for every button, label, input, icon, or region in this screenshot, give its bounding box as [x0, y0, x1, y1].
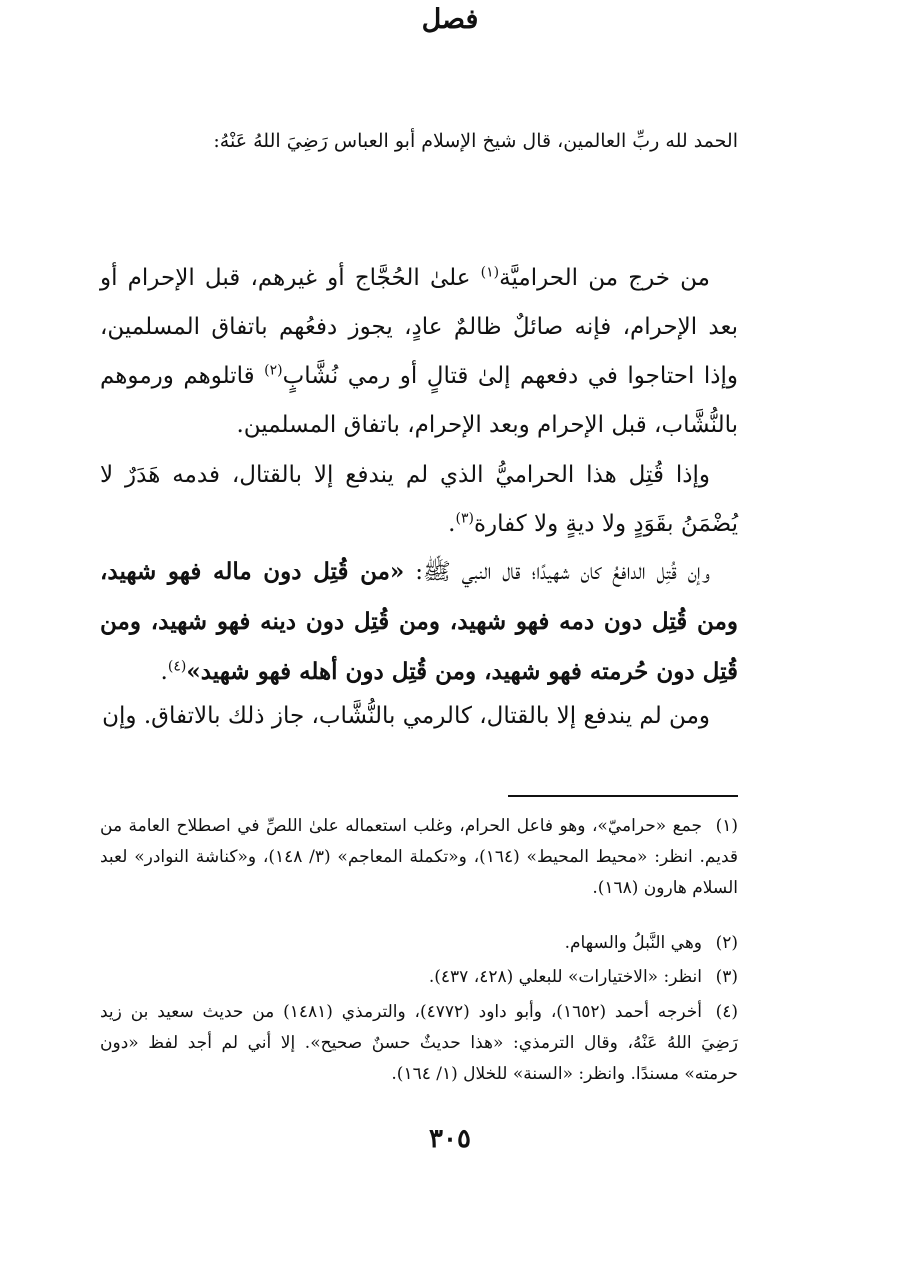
paragraph-3-end: .	[160, 659, 168, 685]
footnote-text: جمع «حراميّ»، وهو فاعل الحرام، وغلب استعماله علىٰ اللصِّ في اصطلاح العامة من قديم. انظر: «محيط المحيط» (١٦٤)، و«تكملة المعاجم» (٣/ ١٤٨)، و«كناشة النوادر» لعبد السلام هارون (١٦٨).	[100, 816, 739, 898]
footnote-ref-3[interactable]: (٣)	[455, 510, 474, 527]
paragraph-1-text-a: من خرج من الحراميَّة	[499, 265, 711, 291]
paragraph-2-end: .	[448, 511, 456, 537]
paragraph-2	[100, 451, 738, 549]
section-heading: فصل	[421, 4, 479, 35]
paragraph-1-text-b: علىٰ الحُجَّاج أو غيرهم، قبل الإحرام أو بعد الإحرام، فإنه صائلٌ ظالمٌ عادٍ، يجوز دفعُهم باتفاق المسلمين، وإذا احتاجوا في دفعهم إلىٰ قتالٍ أو رمي نُشَّابٍ	[100, 265, 739, 389]
footnote-3	[100, 962, 738, 993]
page-number: ٣٠٥	[429, 1124, 471, 1154]
footnote-number: (٤)	[715, 1002, 738, 1022]
paragraph-4-text: ومن لم يندفع إلا بالقتال، كالرمي بالنُّشَّاب، جاز ذلك بالاتفاق. وإن	[102, 703, 710, 729]
paragraph-1	[100, 254, 738, 450]
footnote-number: (٢)	[715, 933, 738, 953]
footnote-ref-4[interactable]: (٤)	[167, 658, 187, 675]
page-header-line: الحمد لله ربِّ العالمين، قال شيخ الإسلام أبو العباس رَضِيَ اللهُ عَنْهُ:	[213, 130, 738, 152]
footnote-ref-2[interactable]: (٢)	[264, 362, 283, 379]
footnote-ref-1[interactable]: (١)	[480, 264, 500, 281]
footnote-separator	[508, 795, 738, 797]
paragraph-2-text: وإذا قُتِل هذا الحراميُّ الذي لم يندفع إلا بالقتال، فدمه هَدَرٌ لا يُضْمَنُ بقَوَدٍ ولا ديةٍ ولا كفارة	[100, 462, 738, 537]
paragraph-3-text: وإن قُتِل الدافعُ كان شهيدًا؛ قال النبي ﷺ:	[404, 559, 710, 585]
footnote-4	[100, 997, 738, 1090]
footnote-text: أخرجه أحمد (١٦٥٢)، وأبو داود (٤٧٧٢)، والترمذي (١٤٨١) من حديث سعيد بن زيد رَضِيَ اللهُ عَنْهُ، وقال الترمذي: «هذا حديثٌ حسنٌ صحيح». إلا أني لم أجد لفظ «دون حرمته» مسندًا. وانظر: «السنة» للخلال (١/ ١٦٤).	[100, 1002, 738, 1084]
footnote-number: (٣)	[715, 967, 738, 987]
hadith-quote: «من قُتِل دون ماله فهو شهيد، ومن قُتِل دون دمه فهو شهيد، ومن قُتِل دون دينه فهو شهيد، ومن قُتِل دون حُرمته فهو شهيد، ومن قُتِل دون أهله فهو شهيد»	[100, 558, 738, 685]
paragraph-4	[100, 692, 738, 741]
footnote-text: وهي النَّبلُ والسهام.	[564, 933, 702, 953]
footnote-text: انظر: «الاختيارات» للبعلي (٤٢٨، ٤٣٧).	[428, 967, 702, 987]
paragraph-3	[100, 547, 738, 697]
footnote-number: (١)	[715, 816, 738, 836]
paragraph-1-text-c: قاتلوهم ورموهم بالنُّشَّاب، قبل الإحرام وبعد الإحرام، باتفاق المسلمين.	[100, 363, 738, 438]
footnote-2	[100, 928, 738, 959]
footnote-1	[100, 811, 738, 904]
